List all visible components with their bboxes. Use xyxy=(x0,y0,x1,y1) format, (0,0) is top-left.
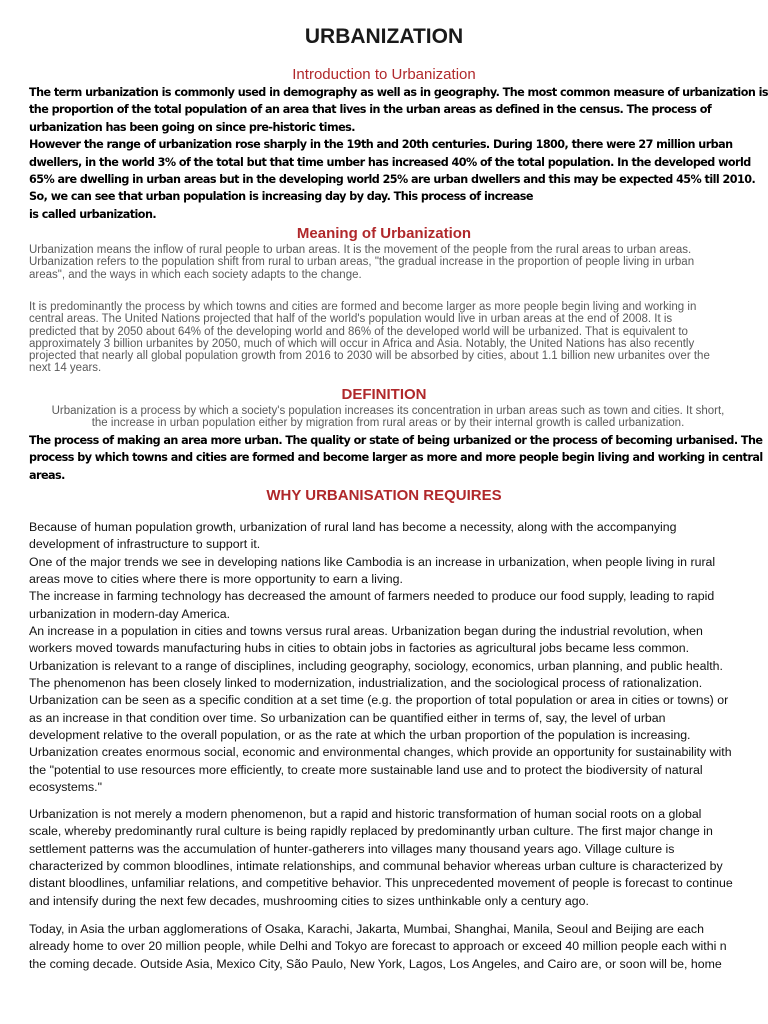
text-line: Urbanization is relevant to a range of disciplines, including geography, sociology, economics, urban planning, and public health. xyxy=(29,658,723,673)
text-line: process by which towns and cities are formed and become larger as more and more people begin living and working in central xyxy=(29,451,763,465)
definition-bold-paragraph xyxy=(29,432,763,484)
text-line: Today, in Asia the urban agglomerations of Osaka, Karachi, Jakarta, Mumbai, Shanghai, Manila, Seoul and Beijing are each xyxy=(29,922,704,936)
text-line: areas move to cities where there is more opportunity to earn a living. xyxy=(29,572,403,587)
text-line: 65% are dwelling in urban areas but in the developing world 25% are urban dwellers and this may be expected 45% till 2010. xyxy=(29,173,756,187)
text-line: Urbanization can be seen as a specific condition at a set time (e.g. the proportion of total population or area in cities or towns) or xyxy=(29,693,729,708)
text-line: the "potential to use resources more efficiently, to create more sustainable land use and to protect the biodiversity of natural xyxy=(29,762,703,777)
meaning-heading: Meaning of Urbanization xyxy=(296,225,472,242)
text-line: Urbanization refers to the population shift from rural to urban areas, "the gradual increase in the proportion of people living in urban xyxy=(29,256,695,269)
text-line: areas. xyxy=(29,468,65,482)
text-line: already home to over 20 million people, while Delhi and Tokyo are forecast to approach or exceed 40 million people each withi n xyxy=(29,939,727,954)
text-line: characterized by common bloodlines, intimate relationships, and communal behavior whereas urban culture is characterized by xyxy=(29,859,723,874)
text-line: urbanization in modern-day America. xyxy=(29,606,231,621)
text-line: ecosystems." xyxy=(29,780,102,795)
meaning-paragraph-2 xyxy=(29,301,747,375)
text-line: The process of making an area more urban. The quality or state of being urbanized or the process of becoming urbanised. The xyxy=(29,434,763,447)
intro-heading: Introduction to Urbanization xyxy=(292,66,476,83)
text-line: scale, whereby predominantly rural culture is being rapidly replaced by predominantly urban culture. The first major change in xyxy=(29,824,713,839)
text-line: Urbanization is not merely a modern phenomenon, but a rapid and historic transformation of human social roots on a global xyxy=(29,807,702,821)
text-line: and intensify during the next few decades, mushrooming cities to sizes unthinkable only a century ago. xyxy=(29,893,589,908)
text-line: It is predominantly the process by which towns and cities are formed and become larger as more people begin living and working in xyxy=(29,301,697,313)
text-line: However the range of urbanization rose sharply in the 19th and 20th centuries. During 1800, there were 27 million urban xyxy=(29,138,733,152)
text-line: approximately 3 billion urbanites by 2050, much of which will occur in Africa and Asia. Notably, the United Nations has also recently xyxy=(29,337,695,350)
text-line: dwellers, in the world 3% of the total but that time umber has increased 40% of the total population. In the developed world xyxy=(29,155,751,169)
text-line: Urbanization creates enormous social, economic and environmental changes, which provide an opportunity for sustainability with xyxy=(29,745,732,760)
text-line: An increase in a population in cities and towns versus rural areas. Urbanization began during the industrial revolution, when xyxy=(29,624,703,639)
text-line: development of infrastructure to support it. xyxy=(29,537,261,552)
why-paragraph-3 xyxy=(29,921,747,973)
text-line: development relative to the overall population, or as the rate at which the urban proportion of the population is increasing. xyxy=(29,728,691,743)
text-line: distant bloodlines, unfamiliar relations, and competitive behavior. This unprecedented movement of people is forecast to continue xyxy=(29,876,733,891)
text-line: next 14 years. xyxy=(29,362,102,375)
text-line: So, we can see that urban population is increasing day by day. This process of increase xyxy=(29,190,533,204)
definition-heading: DEFINITION xyxy=(341,386,427,403)
text-line: workers moved towards manufacturing hubs in cities to obtain jobs in factories as agricultural jobs became less common. xyxy=(29,641,690,656)
text-line: the increase in urban population either by migration from rural areas or by their internal growth is called urbanization. xyxy=(91,417,685,430)
text-line: the coming decade. Outside Asia, Mexico City, São Paulo, New York, Lagos, Los Angeles, and Cairo are, or soon will be, home xyxy=(29,956,722,971)
text-line: urbanization has been going on since pre-historic times. xyxy=(29,120,355,134)
text-line: predicted that by 2050 about 64% of the developing world and 86% of the developed world will be urbanized. That is equivalent to xyxy=(29,325,688,338)
why-paragraph-1 xyxy=(29,519,747,797)
text-line: Because of human population growth, urbanization of rural land has become a necessity, along with the accompanying xyxy=(29,520,677,534)
why-paragraph-2 xyxy=(29,806,747,910)
meaning-paragraph-1 xyxy=(29,244,747,281)
text-line: settlement patterns was the accumulation of hunter-gatherers into villages many thousand years ago. Village culture is xyxy=(29,841,675,856)
text-line: projected that nearly all global population growth from 2016 to 2030 will be absorbed by cities, about 1.1 billion new urbanites over the xyxy=(29,350,710,363)
text-line: Urbanization means the inflow of rural people to urban areas. It is the movement of the people from the rural areas to urban areas. xyxy=(29,244,692,256)
definition-grey-paragraph xyxy=(29,405,747,430)
text-line: The term urbanization is commonly used in demography as well as in geography. The most common measure of urbanization is xyxy=(29,86,768,99)
text-line: is called urbanization. xyxy=(29,207,157,221)
text-line: central areas. The United Nations projected that half of the world's population would live in urban areas at the end of 2008. It is xyxy=(29,313,673,326)
text-line: Urbanization is a process by which a society's population increases its concentration in urban areas such as town and cities. It short, xyxy=(51,405,725,417)
text-line: areas", and the ways in which each society adapts to the change. xyxy=(29,268,362,281)
text-line: as an increase in that condition over time. So urbanization can be quantified either in terms of, say, the level of urban xyxy=(29,710,666,725)
text-line: One of the major trends we see in developing nations like Cambodia is an increase in urbanization, when people living in rural xyxy=(29,554,716,569)
text-line: the proportion of the total population of an area that lives in the urban areas as defined in the census. The process of xyxy=(29,103,712,117)
text-line: The increase in farming technology has decreased the amount of farmers needed to produce our food supply, leading to rapid xyxy=(29,589,715,604)
intro-paragraph xyxy=(29,84,768,223)
page-title: URBANIZATION xyxy=(304,25,464,48)
text-line: The phenomenon has been closely linked to modernization, industrialization, and the sociological process of rationalization. xyxy=(29,676,703,691)
why-heading: WHY URBANISATION REQUIRES xyxy=(266,487,502,504)
